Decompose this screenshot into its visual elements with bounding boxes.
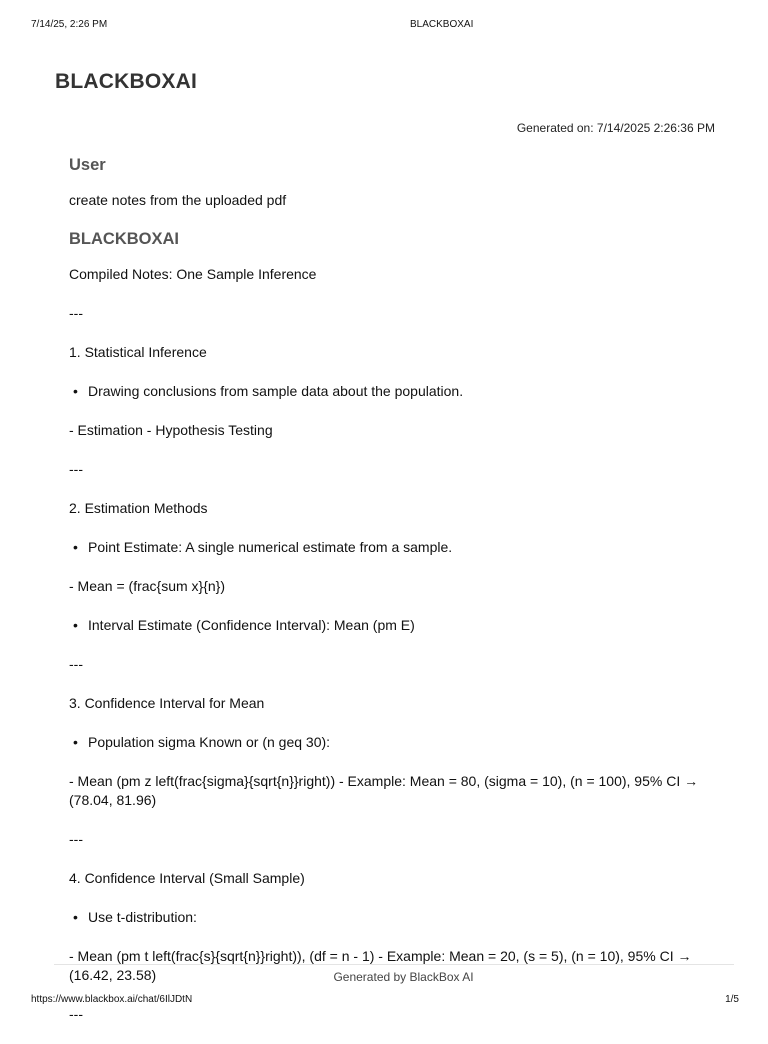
separator-text: ---: [69, 305, 83, 321]
user-role-label: User: [69, 156, 106, 174]
assistant-role-label: BLACKBOXAI: [69, 230, 179, 248]
note-paragraph: - Mean = (frac{sum x}{n}): [69, 578, 226, 594]
separator-text: ---: [69, 831, 83, 847]
bullet-item: [69, 908, 709, 927]
bullet-item: [69, 733, 709, 752]
note-paragraph: - Estimation - Hypothesis Testing: [69, 422, 273, 438]
page-url-link[interactable]: https://www.blackbox.ai/chat/6IlJDtN: [31, 994, 193, 1005]
note-paragraph: Compiled Notes: One Sample Inference: [69, 266, 317, 282]
note-paragraph: 3. Confidence Interval for Mean: [69, 695, 265, 711]
page-number: 1/5: [725, 994, 739, 1005]
bullet-text: Drawing conclusions from sample data about the population.: [88, 383, 464, 399]
note-paragraph: - Mean (pm t left(frac{s}{sqrt{n}}right)), (df = n - 1) - Example: Mean = 20, (s = 5), (n = 10), 95% CI → (16.42, 23.58): [69, 948, 692, 983]
note-paragraph: 2. Estimation Methods: [69, 500, 208, 516]
note-paragraph: 1. Statistical Inference: [69, 344, 207, 360]
note-paragraph: 4. Confidence Interval (Small Sample): [69, 870, 305, 886]
bullet-dot-icon: •: [73, 909, 78, 925]
bullet-text: Interval Estimate (Confidence Interval): Mean (pm E): [88, 617, 415, 633]
chat-transcript: [69, 156, 709, 1044]
user-message: create notes from the uploaded pdf: [69, 192, 287, 208]
note-paragraph: - Mean (pm z left(frac{sigma}{sqrt{n}}right)) - Example: Mean = 80, (sigma = 10), (n = 100), 95% CI → (78.04, 81.96): [69, 773, 699, 808]
print-header: [0, 19, 768, 33]
bullet-item: [69, 616, 709, 635]
print-title: BLACKBOXAI: [410, 19, 474, 30]
page-title: BLACKBOXAI: [55, 70, 197, 93]
bullet-dot-icon: •: [73, 617, 78, 633]
separator-text: ---: [69, 656, 83, 672]
assistant-message: [69, 265, 709, 1024]
bullet-dot-icon: •: [73, 383, 78, 399]
bullet-item: [69, 538, 709, 557]
separator-text: ---: [69, 461, 83, 477]
footer-generated-by: Generated by BlackBox AI: [333, 970, 474, 984]
bullet-dot-icon: •: [73, 539, 78, 555]
bullet-text: Population sigma Known or (n geq 30):: [88, 734, 331, 750]
bullet-item: [69, 382, 709, 401]
generated-timestamp: Generated on: 7/14/2025 2:26:36 PM: [516, 121, 715, 135]
print-datetime: 7/14/25, 2:26 PM: [31, 19, 108, 30]
bullet-text: Point Estimate: A single numerical estimate from a sample.: [88, 539, 453, 555]
bullet-text: Use t-distribution:: [88, 909, 197, 925]
separator-text: ---: [69, 1006, 83, 1022]
bullet-dot-icon: •: [73, 734, 78, 750]
footer-divider: [54, 964, 734, 965]
